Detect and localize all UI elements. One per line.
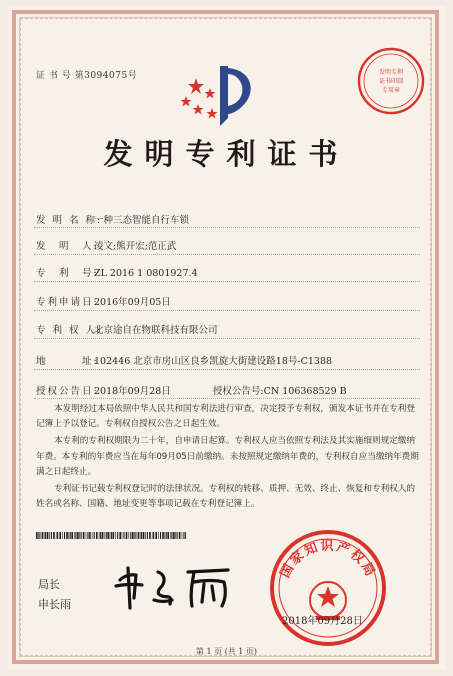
barcode-bar xyxy=(38,532,39,539)
national-ip-office-seal xyxy=(268,528,388,648)
barcode-bar xyxy=(123,532,124,539)
barcode-bar xyxy=(170,532,171,539)
field-label: 专利申请日: xyxy=(36,297,99,308)
grant-line xyxy=(36,383,347,397)
barcode-bar xyxy=(129,532,130,539)
barcode-bar xyxy=(182,532,183,539)
barcode-bar xyxy=(87,532,88,539)
barcode-bar xyxy=(42,532,44,539)
barcode-bar xyxy=(45,532,46,539)
svg-text:证书印制: 证书印制 xyxy=(378,78,404,85)
barcode-bar xyxy=(89,532,91,539)
barcode-bar xyxy=(140,532,141,539)
director-signature xyxy=(108,558,236,614)
barcode-bar xyxy=(162,532,164,539)
barcode-bar xyxy=(113,532,115,539)
field-inventors xyxy=(36,238,176,252)
barcode-bar xyxy=(177,532,178,539)
barcode-bar xyxy=(158,532,159,539)
field-patent-number xyxy=(36,265,198,279)
body-paragraph: 本发明经过本局依照中华人民共和国专利法进行审查，决定授予专利权，颁发本证书并在专利登记簿上予以登记。专利权自授权公告之日起生效。 xyxy=(36,404,415,430)
barcode-bar xyxy=(75,532,76,539)
barcode-bar xyxy=(69,532,70,539)
grant-date-label: 授权公告日: xyxy=(36,386,99,397)
certificate-number-label: 证 书 号 xyxy=(36,71,72,81)
divider xyxy=(34,254,420,255)
barcode-bar xyxy=(102,532,104,539)
barcode-bar xyxy=(47,532,49,539)
barcode-bar xyxy=(99,532,100,539)
certificate-number xyxy=(36,68,137,81)
field-application-date xyxy=(36,294,171,308)
seal-date: 2018年09月28日 xyxy=(282,616,363,627)
barcode-bar xyxy=(111,532,112,539)
print-seal-stamp xyxy=(356,46,426,116)
barcode-bar xyxy=(145,532,146,539)
barcode-bar xyxy=(106,532,107,539)
barcode-bar xyxy=(160,532,161,539)
field-label: 专 利 号: xyxy=(36,268,99,279)
director-name: 申长雨 xyxy=(38,598,71,611)
barcode-bar xyxy=(96,532,98,539)
field-address xyxy=(36,353,332,367)
barcode-bar xyxy=(122,532,123,539)
barcode-bar xyxy=(36,532,38,539)
barcode-bar xyxy=(132,532,134,539)
barcode-bar xyxy=(185,532,186,539)
barcode-bar xyxy=(77,532,79,539)
barcode-bar xyxy=(166,532,167,539)
divider xyxy=(34,338,420,339)
body-paragraph: 专利证书记载专利权登记时的法律状况。专利权的转移、质押、无效、终止、恢复和专利权人的姓名或名称、国籍、地址变更等事项记载在专利登记簿上。 xyxy=(36,484,415,510)
certificate-number-value: 第3094075号 xyxy=(74,71,138,81)
barcode-bar xyxy=(49,532,50,539)
grant-pubno-label: 授权公告号: xyxy=(212,386,264,397)
field-value: 102446 北京市房山区良乡凯旋大街建设路18号-C1388 xyxy=(94,356,333,367)
barcode-bar xyxy=(119,532,121,539)
field-value: 凌文;熊开宏;范正武 xyxy=(94,241,177,252)
field-value: ZL 2016 1 0801927.4 xyxy=(94,268,198,279)
page-number: 第 1 页 (共 1 页) xyxy=(195,647,258,656)
divider xyxy=(34,398,420,399)
divider xyxy=(34,369,420,370)
svg-text:国家知识产权局: 国家知识产权局 xyxy=(277,539,379,581)
barcode-bar xyxy=(141,532,142,539)
divider xyxy=(34,310,420,311)
svg-text:专用章: 专用章 xyxy=(381,87,401,94)
field-invention-name xyxy=(36,212,189,226)
barcode-bar xyxy=(66,532,68,539)
barcode-bar xyxy=(183,532,184,539)
barcode-bar xyxy=(115,532,116,539)
barcode-bar xyxy=(143,532,145,539)
barcode-bar xyxy=(153,532,154,539)
barcode-bar xyxy=(179,532,181,539)
barcode-bar xyxy=(83,532,85,539)
barcode-bar xyxy=(86,532,87,539)
barcode-bar xyxy=(39,532,40,539)
barcode xyxy=(36,532,186,539)
barcode-bar xyxy=(74,532,75,539)
barcode-bar xyxy=(100,532,101,539)
barcode-bar xyxy=(62,532,63,539)
barcode-bar xyxy=(147,532,148,539)
barcode-bar xyxy=(57,532,58,539)
barcode-bar xyxy=(56,532,57,539)
certificate-title: 发明专利证书 xyxy=(103,137,350,171)
barcode-bar xyxy=(175,532,176,539)
barcode-bar xyxy=(135,532,136,539)
barcode-bar xyxy=(138,532,140,539)
barcode-bar xyxy=(155,532,157,539)
barcode-bar xyxy=(104,532,105,539)
barcode-bar xyxy=(110,532,111,539)
barcode-bar xyxy=(173,532,175,539)
field-value: 北京途自在物联科技有限公司 xyxy=(94,325,218,336)
field-value: 2016年09月05日 xyxy=(94,297,171,308)
barcode-bar xyxy=(165,532,166,539)
barcode-bar xyxy=(44,532,45,539)
barcode-bar xyxy=(126,532,128,539)
svg-text:发明专利: 发明专利 xyxy=(378,69,404,76)
field-value: 一种三态智能自行车锁 xyxy=(94,215,190,226)
barcode-bar xyxy=(94,532,95,539)
grant-pubno-value: CN 106368529 B xyxy=(263,386,347,397)
barcode-bar xyxy=(167,532,169,539)
barcode-bar xyxy=(117,532,118,539)
barcode-bar xyxy=(64,532,65,539)
barcode-bar xyxy=(70,532,71,539)
director-title: 局长 xyxy=(38,578,60,591)
barcode-bar xyxy=(92,532,93,539)
barcode-bar xyxy=(107,532,109,539)
barcode-bar xyxy=(51,532,52,539)
barcode-bar xyxy=(130,532,131,539)
patent-office-logo-icon xyxy=(176,58,262,134)
field-label: 发 明 名 称: xyxy=(36,215,103,226)
divider xyxy=(34,227,420,228)
certificate-body xyxy=(36,402,420,514)
barcode-bar xyxy=(152,532,153,539)
field-label: 专 利 权 人: xyxy=(36,325,103,336)
barcode-bar xyxy=(171,532,172,539)
barcode-bar xyxy=(149,532,151,539)
barcode-bar xyxy=(71,532,73,539)
barcode-bar xyxy=(53,532,55,539)
field-patentee xyxy=(36,322,218,336)
barcode-bar xyxy=(134,532,135,539)
body-paragraph: 本专利的专利权期限为二十年，自申请日起算。专利权人应当依照专利法及其实施细则规定缴纳年费。本专利的年费应当在每年09月05日前缴纳。未按照规定缴纳年费的，专利权自应当缴纳年费期满之日起终止。 xyxy=(36,436,419,477)
barcode-bar xyxy=(59,532,61,539)
barcode-bar xyxy=(79,532,80,539)
field-label: 发 明 人: xyxy=(36,241,99,252)
barcode-bar xyxy=(81,532,82,539)
field-label: 地 址: xyxy=(36,356,99,367)
divider xyxy=(34,281,420,282)
grant-date-value: 2018年09月28日 xyxy=(94,386,171,397)
